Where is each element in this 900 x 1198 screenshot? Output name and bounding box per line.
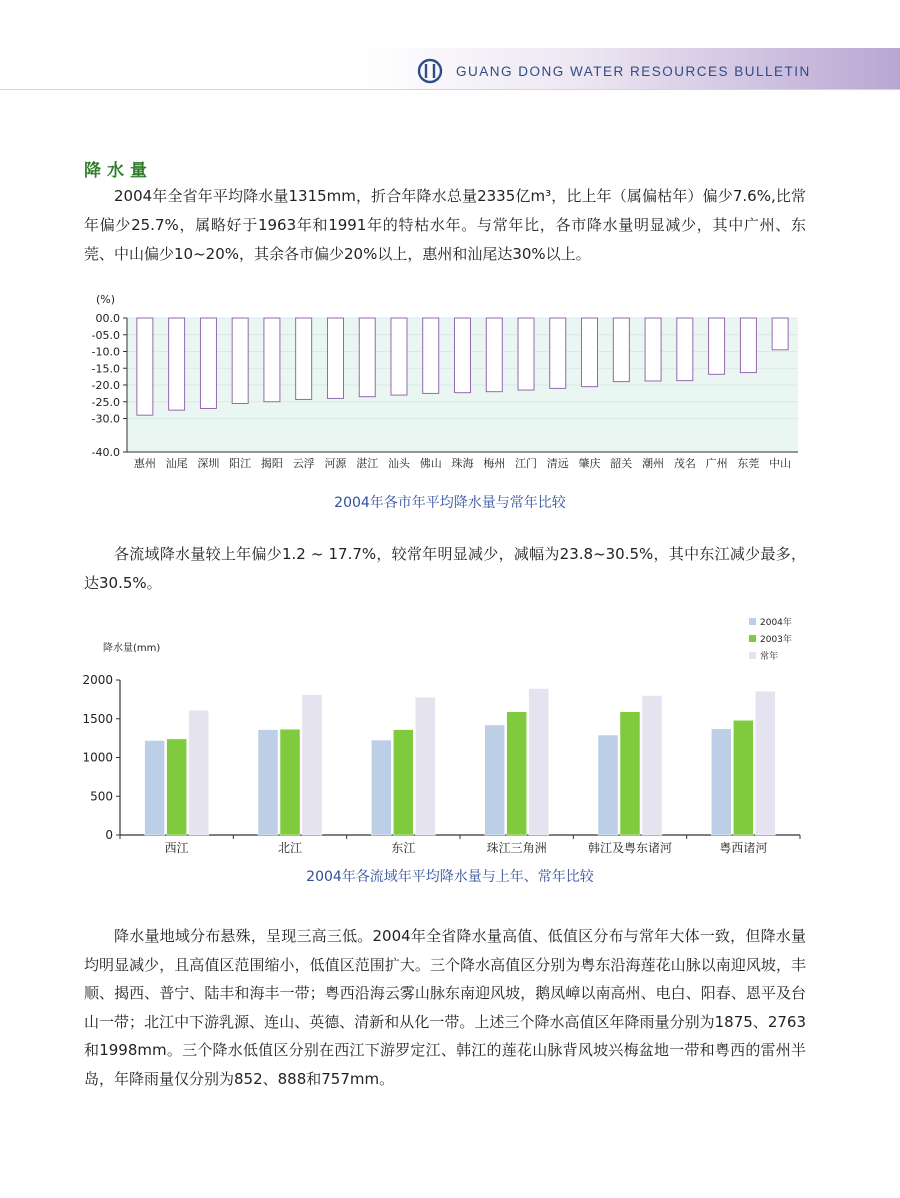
bar: [167, 739, 187, 835]
bar: [359, 318, 375, 397]
bar: [189, 710, 209, 835]
x-tick-label: 梅州: [483, 457, 506, 470]
x-tick-label: 云浮: [292, 457, 315, 470]
x-tick-label: 潮州: [642, 457, 665, 470]
x-tick-label: 河源: [324, 457, 347, 470]
x-tick-label: 东莞: [737, 457, 760, 470]
x-tick-label: 深圳: [197, 457, 220, 470]
header-title: GUANG DONG WATER RESOURCES BULLETIN: [456, 64, 811, 79]
bar: [645, 318, 661, 381]
bulletin-logo-icon: [415, 58, 445, 84]
x-tick-label: 清远: [546, 457, 569, 470]
city-rainfall-chart: [0, 285, 900, 485]
bar: [755, 691, 775, 835]
x-tick-label: 东江: [391, 841, 416, 855]
bar: [677, 318, 693, 381]
bar: [327, 318, 343, 398]
section-title: 降水量: [84, 161, 153, 181]
bar: [598, 735, 618, 835]
bar: [740, 318, 756, 373]
bar: [711, 729, 731, 835]
bar: [620, 712, 640, 835]
bar: [200, 318, 216, 408]
bar: [145, 740, 165, 835]
legend-label: 常年: [760, 652, 779, 662]
bar: [137, 318, 153, 415]
x-tick-label: 韩江及粤东诸河: [587, 841, 673, 855]
y-tick-label: -40.0: [91, 446, 120, 459]
x-tick-label: 肇庆: [578, 457, 601, 470]
x-tick-label: 江门: [515, 457, 538, 470]
x-tick-label: 北江: [277, 841, 303, 855]
bar: [507, 712, 527, 835]
bar: [393, 730, 413, 835]
legend-swatch: [749, 635, 756, 642]
x-tick-label: 佛山: [419, 457, 442, 470]
bar: [371, 740, 391, 835]
bar: [613, 318, 629, 382]
legend-swatch: [749, 618, 756, 625]
y-tick-label: 0: [105, 828, 113, 842]
bar: [529, 689, 549, 835]
bar: [582, 318, 598, 387]
x-tick-label: 珠海: [451, 457, 474, 470]
y-tick-label: -10.0: [91, 345, 120, 359]
x-tick-label: 韶关: [610, 457, 633, 470]
x-tick-label: 阳江: [229, 457, 252, 470]
bar: [302, 695, 322, 835]
paragraph-rainfall-distribution: 降水量地域分布悬殊，呈现三高三低。2004年全省降水量高值、低值区分布与常年大体一致，但降水量均明显减少，且高值区范围缩小，低值区范围扩大。三个降水高值区分别为粤东沿海莲花山脉以南迎风坡，丰顺、揭西、普宁、陆丰和海丰一带；粤西沿海云雾山脉东南迎风坡，鹅凤嶂以南高州、电白、阳春、恩平及台山一带；北江中下游乳源、连山、英德、清新和从化一带。上述三个降水高值区年降雨量分别为1875、2763和1998mm。三个降水低值区分别在西江下游罗定江、韩江的莲花山脉背风坡兴梅盆地一带和粤西的雷州半岛，年降雨量仅分别为852、888和757mm。: [84, 927, 806, 1088]
legend-label: 2004年: [760, 618, 792, 628]
x-tick-label: 西江: [164, 841, 189, 855]
bar: [642, 696, 662, 836]
y-tick-label: 1000: [82, 750, 113, 765]
bar: [280, 729, 300, 835]
x-tick-label: 汕头: [387, 457, 410, 470]
bar: [455, 318, 471, 393]
bar: [423, 318, 439, 393]
header-rule: [0, 89, 900, 90]
bar: [486, 318, 502, 392]
y-axis-label: (%): [96, 293, 116, 306]
bar: [391, 318, 407, 395]
y-tick-label: -20.0: [91, 379, 120, 392]
bar: [518, 318, 534, 390]
y-tick-label: 2000: [82, 673, 113, 687]
y-tick-label: -30.0: [91, 412, 120, 426]
paragraph-basin-rainfall: 各流域降水量较上年偏少1.2 ~ 17.7%，较常年明显减少，减幅为23.8~30.5%，其中东江减少最多，达30.5%。: [84, 545, 806, 592]
bar: [169, 318, 185, 410]
chart2-caption: 2004年各流域年平均降水量与上年、常年比较: [306, 869, 594, 885]
legend-label: 2003年: [760, 635, 792, 645]
x-tick-label: 惠州: [133, 457, 156, 470]
x-tick-label: 珠江三角洲: [486, 841, 547, 855]
y-tick-label: -25.0: [91, 395, 120, 409]
y-tick-label: 1500: [82, 711, 113, 726]
bar: [232, 318, 248, 403]
y-axis-label: 降水量(mm): [103, 643, 161, 654]
y-tick-label: -05.0: [91, 328, 120, 342]
legend-swatch: [749, 652, 756, 659]
paragraph-city-rainfall: 2004年全省年平均降水量1315mm，折合年降水总量2335亿m³，比上年（属偏枯年）偏少7.6%,比常年偏少25.7%，属略好于1963年和1991年的特枯水年。与常年比，各市降水量明显减少，其中广州、东莞、中山偏少10~20%，其余各市偏少20%以上，惠州和汕尾达30%以上。: [84, 187, 806, 263]
x-tick-label: 中山: [769, 457, 792, 470]
bar: [733, 720, 753, 835]
x-tick-label: 揭阳: [260, 457, 283, 470]
y-tick-label: 00.0: [95, 312, 120, 325]
bar: [485, 725, 505, 835]
bar: [709, 318, 725, 374]
y-tick-label: -15.0: [91, 362, 120, 376]
x-tick-label: 茂名: [673, 457, 696, 470]
y-tick-label: 500: [90, 789, 113, 804]
bar: [258, 730, 278, 835]
bar: [415, 697, 435, 835]
x-tick-label: 湛江: [356, 457, 379, 470]
bar: [772, 318, 788, 350]
x-tick-label: 粤西诸河: [719, 841, 768, 855]
bar: [550, 318, 566, 388]
chart1-caption: 2004年各市年平均降水量与常年比较: [334, 495, 566, 511]
x-tick-label: 汕尾: [165, 457, 188, 470]
bar: [296, 318, 312, 399]
x-tick-label: 广州: [705, 457, 728, 470]
basin-rainfall-chart: [0, 610, 900, 862]
bar: [264, 318, 280, 402]
